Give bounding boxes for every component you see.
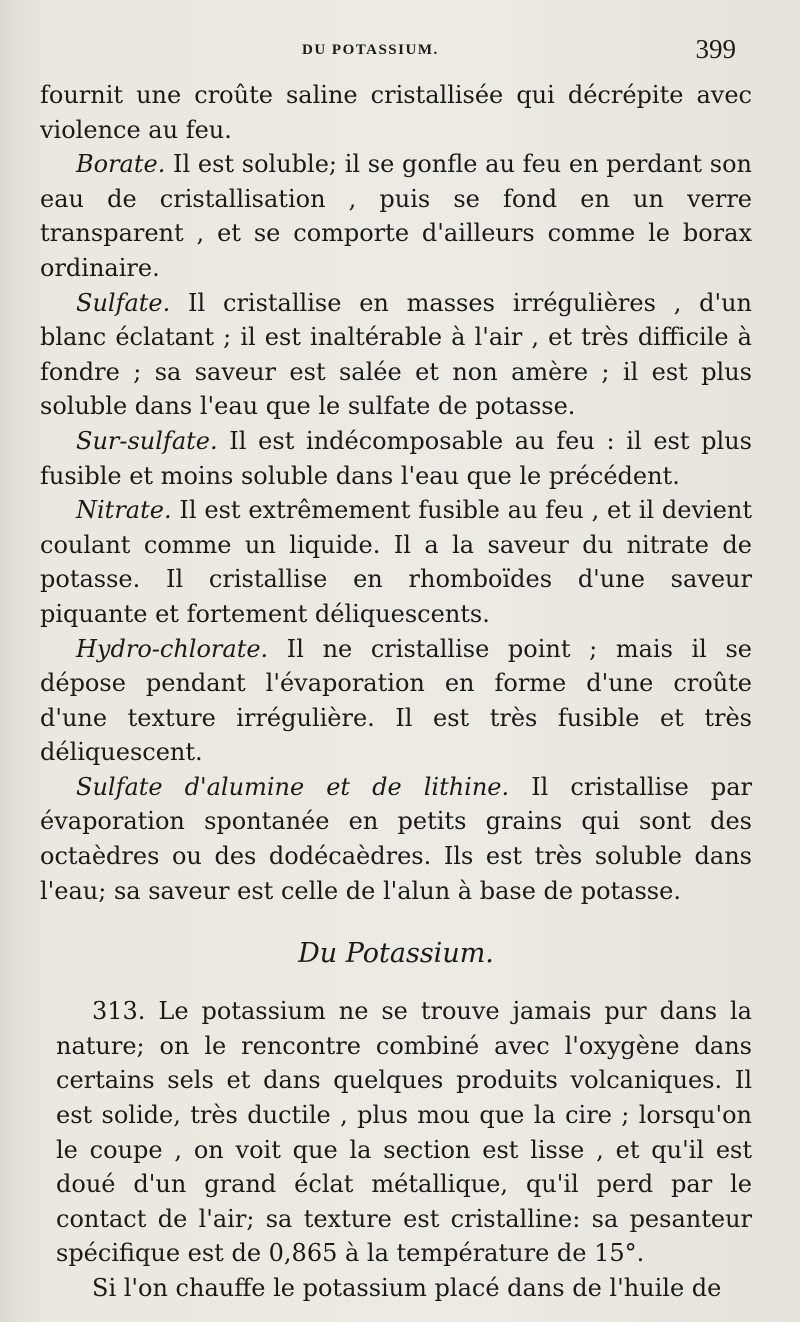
- paragraph-text: fournit une croûte saline cristallisée qui décrépite avec violence au feu.: [40, 81, 752, 144]
- paragraph-sulfate: [40, 286, 752, 424]
- running-title: DU POTASSIUM.: [302, 42, 439, 58]
- paragraph-term: Sulfate d'alumine et de lithine.: [76, 772, 510, 801]
- page-number: 399: [695, 34, 736, 64]
- paragraph-term: Sur-sulfate.: [76, 426, 218, 455]
- paragraph-text: Il est extrêmement fusible au feu , et il devient coulant comme un liquide. Il a la saveur du nitrate de potasse. Il cristallise en rhomboïdes d'une saveur piquante et fortement déliquescents.: [40, 496, 752, 628]
- paragraph-continued: [56, 1271, 752, 1306]
- paragraph-term: Hydro-chlorate.: [76, 634, 269, 663]
- paragraph-hydro-chlorate: [40, 632, 752, 770]
- paragraph-term: Sulfate.: [76, 288, 171, 317]
- paragraph-term: Nitrate.: [76, 496, 172, 525]
- paragraph-sulfate-alumine-lithine: [40, 770, 752, 908]
- paragraph-313: [56, 994, 752, 1271]
- paragraph-text: Il cristallise en masses irrégulières , d'un blanc éclatant ; il est inaltérable à l'air , et très difficile à fondre ; sa saveur est salée et non amère ; il est plus soluble dans l'eau que le sulfate de potasse.: [40, 288, 752, 421]
- paragraph-text: Si l'on chauffe le potassium placé dans de l'huile de: [92, 1274, 722, 1302]
- paragraph-term: Borate.: [76, 150, 166, 179]
- paragraph-text: Il est soluble; il se gonfle au feu en perdant son eau de cristallisation , puis se fond en un verre transparent , et se comporte d'ailleurs comme le borax ordinaire.: [40, 150, 752, 282]
- paragraph-sur-sulfate: [40, 424, 752, 493]
- paragraph-text: Il est indécomposable au feu : il est plus fusible et moins soluble dans l'eau que le précédent.: [40, 426, 752, 490]
- paragraph-text: Il cristallise par évaporation spontanée en petits grains qui sont des octaèdres ou des dodécaèdres. Ils est très soluble dans l'eau; sa saveur est celle de l'alun à base de potasse.: [40, 772, 752, 905]
- page-header: [40, 34, 740, 68]
- section-body: [40, 994, 752, 1305]
- paragraph-text: Il ne cristallise point ; mais il se dépose pendant l'évaporation en forme d'une croûte d'une texture irrégulière. Il est très fusible et très déliquescent.: [40, 634, 752, 767]
- page-body: [40, 78, 752, 1306]
- section-heading: Du Potassium.: [298, 938, 494, 970]
- paragraph-nitrate: [40, 493, 752, 631]
- paragraph-continuation: [40, 78, 752, 147]
- paragraph-borate: [40, 147, 752, 285]
- paragraph-text: 313. Le potassium ne se trouve jamais pur dans la nature; on le rencontre combiné avec l'oxygène dans certains sels et dans quelques produits volcaniques. Il est solide, très ductile , plus mou que la cire ; lorsqu'on le coupe , on voit que la section est lisse , et qu'il est doué d'un grand éclat métallique, qu'il perd par le contact de l'air; sa texture est cristalline: sa pesanteur spécifique est de 0,865 à la température de 15°.: [56, 997, 752, 1268]
